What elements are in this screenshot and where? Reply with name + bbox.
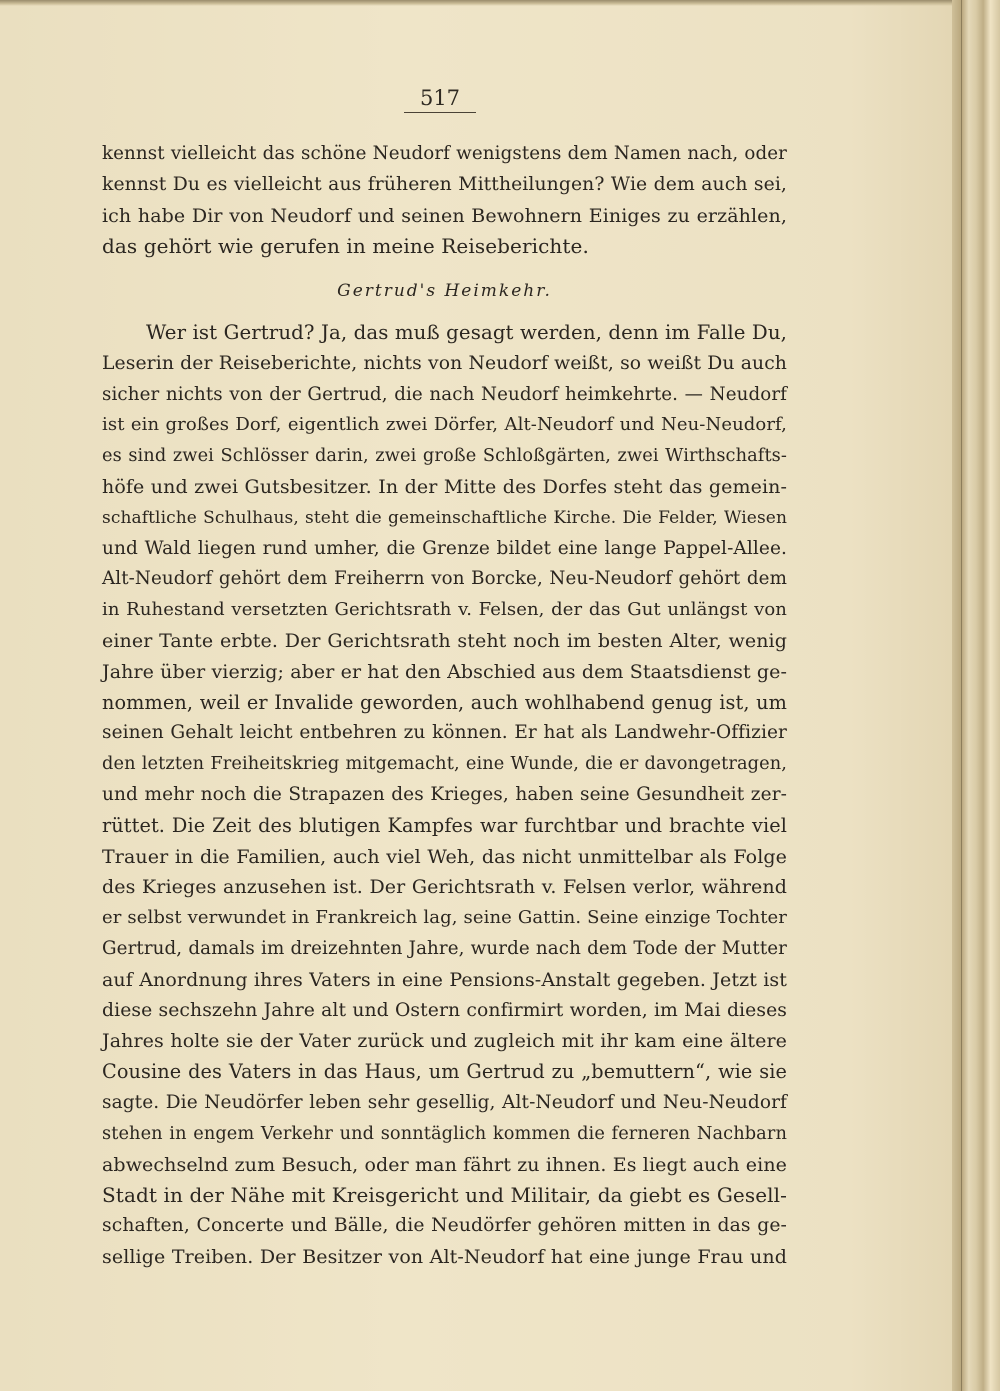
text-line: Trauer in die Familien, auch viel Weh, das nicht unmittelbar als Folge [102, 845, 787, 868]
text-line: schaftliche Schulhaus, steht die gemeinschaftliche Kirche. Die Felder, Wiesen [102, 507, 787, 528]
text-line: das gehört wie gerufen in meine Reiseberichte. [102, 234, 589, 259]
text-line: höfe und zwei Gutsbesitzer. In der Mitte des Dorfes steht das gemein- [102, 475, 787, 498]
text-line: Leserin der Reiseberichte, nichts von Neudorf weißt, so weißt Du auch [102, 352, 787, 374]
page-top-edge [0, 0, 960, 6]
text-line: in Ruhestand versetzten Gerichtsrath v. Felsen, der das Gut unlängst von [102, 599, 787, 621]
text-line: Cousine des Vaters in das Haus, um Gertrud zu „bemuttern“, wie sie [102, 1060, 787, 1084]
text-line: kennst vielleicht das schöne Neudorf wenigstens dem Namen nach, oder [102, 143, 787, 164]
text-line: den letzten Freiheitskrieg mitgemacht, eine Wunde, die er davongetragen, [102, 754, 787, 775]
text-line: ich habe Dir von Neudorf und seinen Bewohnern Einiges zu erzählen, [102, 204, 787, 227]
intro-paragraph [102, 139, 787, 262]
text-line: kennst Du es vielleicht aus früheren Mittheilungen? Wie dem auch sei, [102, 173, 787, 195]
text-line: ist ein großes Dorf, eigentlich zwei Dörfer, Alt-Neudorf und Neu-Neudorf, [102, 414, 787, 436]
gutter-line [961, 0, 962, 1391]
text-line: einer Tante erbte. Der Gerichtsrath steht noch im besten Alter, wenig [102, 629, 787, 652]
text-line: Alt-Neudorf gehört dem Freiherrn von Borcke, Neu-Neudorf gehört dem [102, 568, 787, 590]
text-line: Wer ist Gertrud? Ja, das muß gesagt werden, denn im Falle Du, [146, 321, 788, 344]
text-line: er selbst verwundet in Frankreich lag, seine Gattin. Seine einzige Tochter [102, 907, 787, 929]
text-line: sagte. Die Neudörfer leben sehr gesellig, Alt-Neudorf und Neu-Neudorf [102, 1091, 787, 1113]
text-line: es sind zwei Schlösser darin, zwei große Schloßgärten, zwei Wirthschafts- [102, 446, 787, 467]
text-line: abwechselnd zum Besuch, oder man fährt zu ihnen. Es liegt auch eine [102, 1153, 787, 1176]
page-number-text: 517 [404, 86, 476, 113]
page-number [0, 86, 880, 113]
text-line: sicher nichts von der Gertrud, die nach Neudorf heimkehrte. — Neudorf [102, 383, 787, 405]
text-line: schaften, Concerte und Bälle, die Neudörfer gehören mitten in das ge- [102, 1215, 787, 1237]
text-line: stehen in engem Verkehr und sonntäglich kommen die ferneren Nachbarn [102, 1123, 787, 1144]
text-line: des Krieges anzusehen ist. Der Gerichtsrath v. Felsen verlor, während [102, 876, 787, 899]
book-gutter [952, 0, 1000, 1391]
text-line: Stadt in der Nähe mit Kreisgericht und Militair, da giebt es Gesell- [102, 1183, 787, 1208]
text-line: Jahre über vierzig; aber er hat den Abschied aus dem Staatsdienst ge- [102, 660, 787, 683]
text-line: Jahres holte sie der Vater zurück und zugleich mit ihr kam eine ältere [102, 1030, 787, 1053]
text-line: und mehr noch die Strapazen des Krieges, haben seine Gesundheit zer- [102, 783, 787, 805]
text-line: diese sechszehn Jahre alt und Ostern confirmirt worden, im Mai dieses [102, 999, 787, 1021]
text-line: nommen, weil er Invalide geworden, auch wohlhabend genug ist, um [102, 690, 787, 714]
text-line: rüttet. Die Zeit des blutigen Kampfes war furchtbar und brachte viel [102, 813, 787, 837]
text-line: Gertrud, damals im dreizehnten Jahre, wurde nach dem Tode der Mutter [102, 937, 787, 959]
body-paragraph [102, 318, 787, 1273]
text-line: auf Anordnung ihres Vaters in eine Pensions-Anstalt gegeben. Jetzt ist [102, 968, 787, 991]
text-line: sellige Treiben. Der Besitzer von Alt-Neudorf hat eine junge Frau und [102, 1245, 787, 1268]
section-heading: Gertrud's Heimkehr. [337, 281, 552, 301]
text-line: seinen Gehalt leicht entbehren zu können. Er hat als Landwehr-Offizier [102, 722, 787, 744]
text-line: und Wald liegen rund umher, die Grenze bildet eine lange Pappel-Allee. [102, 537, 787, 559]
